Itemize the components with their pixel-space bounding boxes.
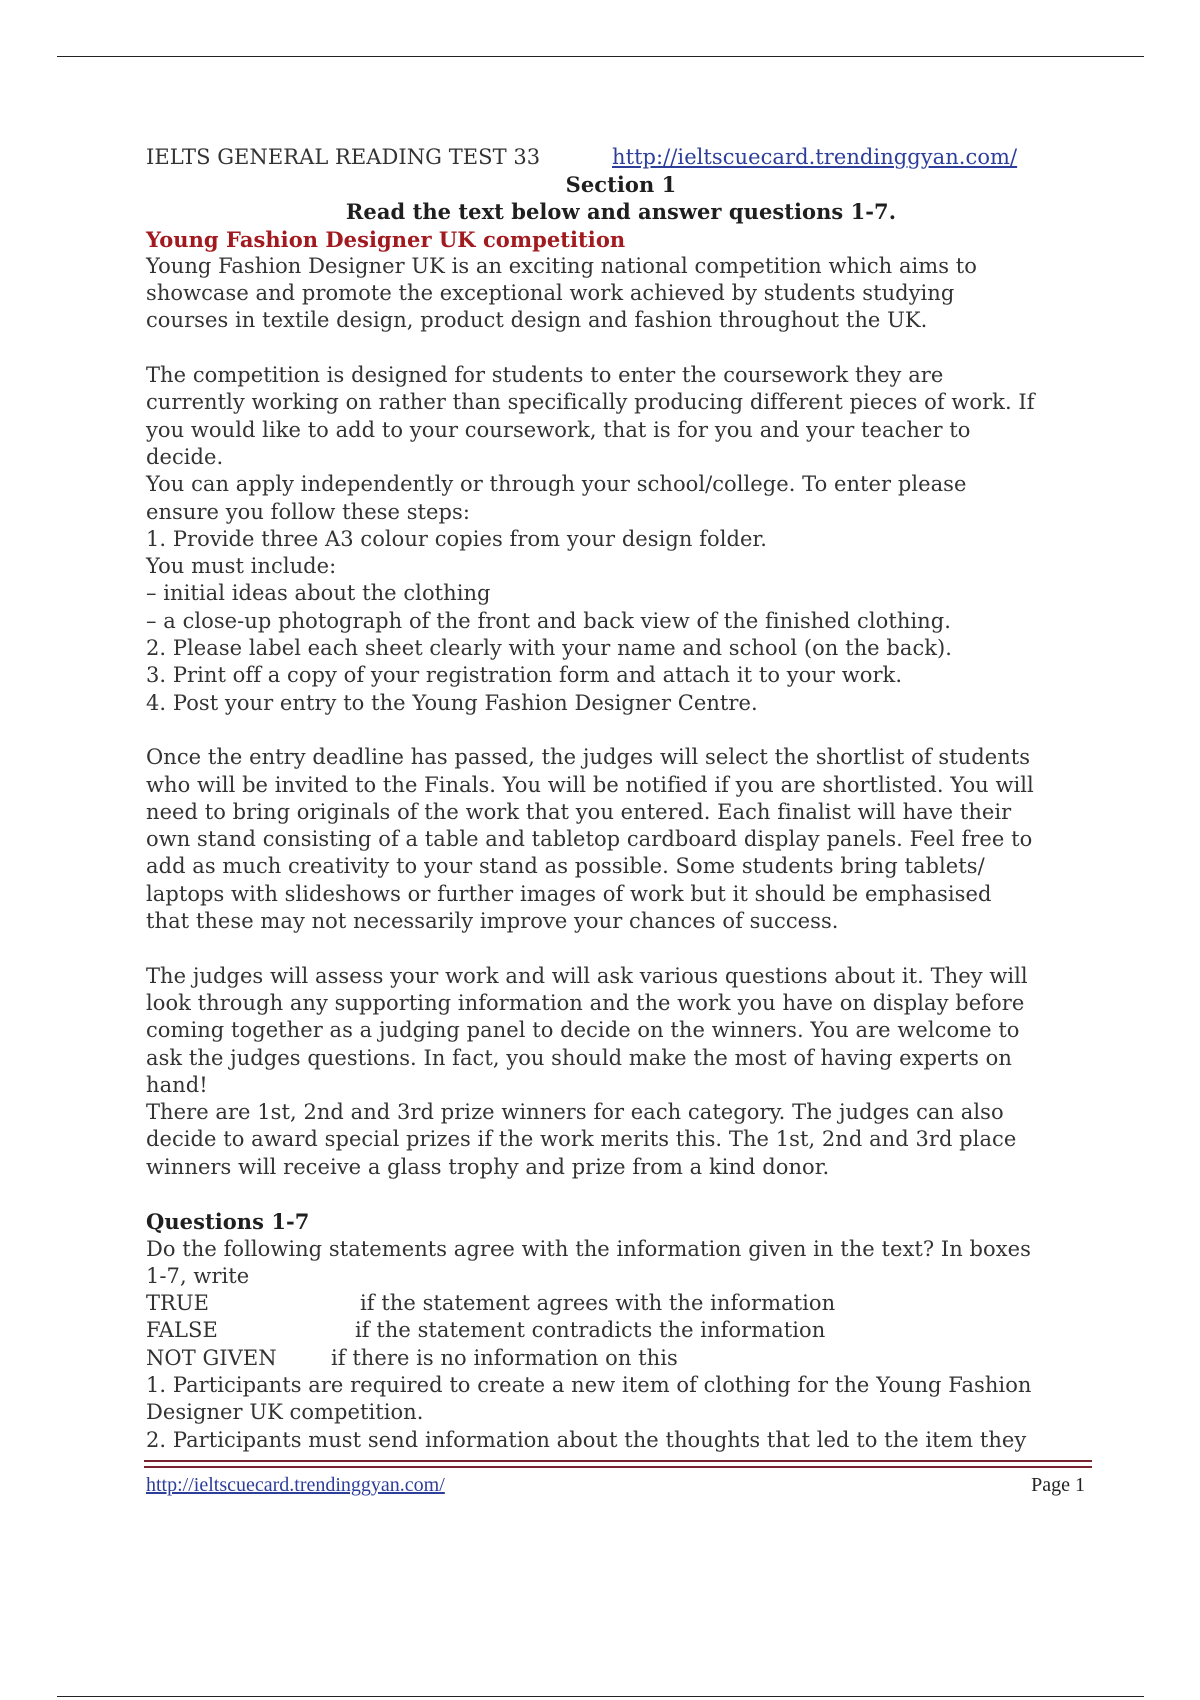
step-item: 2. Please label each sheet clearly with your name and school (on the back).: [146, 636, 952, 661]
paragraph-intro: [146, 253, 1096, 335]
question-item: 2. Participants must send information about the thoughts that led to the item they: [146, 1427, 1027, 1452]
answer-key-not-given: [146, 1345, 1096, 1372]
footer-double-rule: [144, 1460, 1092, 1468]
text-line: Young Fashion Designer UK is an exciting national competition which aims to: [146, 253, 977, 278]
questions-block: [146, 1208, 1096, 1454]
paragraph-finals: [146, 744, 1096, 935]
question-item: Designer UK competition.: [146, 1400, 424, 1425]
answer-key-meaning: if the statement agrees with the information: [360, 1291, 836, 1316]
text-line: ask the judges questions. In fact, you should make the most of having experts on: [146, 1045, 1012, 1070]
answer-key-true: [146, 1290, 1096, 1317]
section-heading: Section 1: [565, 172, 677, 197]
answer-key-meaning: if the statement contradicts the information: [355, 1318, 826, 1343]
text-line: who will be invited to the Finals. You will be notified if you are shortlisted. You will: [146, 772, 1034, 797]
text-line: need to bring originals of the work that you entered. Each finalist will have their: [146, 799, 1012, 824]
answer-key-label: NOT GIVEN: [146, 1345, 277, 1370]
answer-key-label: FALSE: [146, 1318, 218, 1343]
text-line: The competition is designed for students to enter the coursework they are: [146, 363, 944, 388]
step-item: 3. Print off a copy of your registration form and attach it to your work.: [146, 663, 903, 688]
document-header: [146, 144, 1096, 171]
text-line: You can apply independently or through your school/college. To enter please: [146, 472, 967, 497]
answer-key-label: TRUE: [146, 1291, 210, 1316]
text-line: add as much creativity to your stand as possible. Some students bring tablets/: [146, 854, 985, 879]
text-line: that these may not necessarily improve your chances of success.: [146, 909, 839, 934]
step-item: 4. Post your entry to the Young Fashion Designer Centre.: [146, 690, 758, 715]
text-line: showcase and promote the exceptional work achieved by students studying: [146, 281, 955, 306]
questions-heading: Questions 1-7: [146, 1209, 310, 1235]
footer-site-link[interactable]: http://ieltscuecard.trendinggyan.com/: [146, 1474, 445, 1496]
document-body: [146, 144, 1096, 1454]
questions-instruction: 1-7, write: [146, 1263, 250, 1288]
text-line: ensure you follow these steps:: [146, 499, 470, 524]
text-line: courses in textile design, product design and fashion throughout the UK.: [146, 308, 928, 333]
page-top-rule: [57, 56, 1144, 57]
text-line: look through any supporting information and the work you have on display before: [146, 990, 1025, 1015]
paragraph-entry-steps: [146, 362, 1096, 717]
answer-key-meaning: if there is no information on this: [331, 1345, 678, 1370]
question-item: 1. Participants are required to create a new item of clothing for the Young Fashion: [146, 1373, 1032, 1398]
text-line: you would like to add to your coursework, that is for you and your teacher to: [146, 417, 971, 442]
passage-title: Young Fashion Designer UK competition: [146, 226, 626, 252]
text-line: You must include:: [146, 554, 337, 579]
text-line: hand!: [146, 1072, 208, 1097]
paragraph-judging: [146, 963, 1096, 1181]
text-line: decide.: [146, 444, 224, 469]
page-number: Page 1: [1031, 1474, 1085, 1496]
text-line: coming together as a judging panel to decide on the winners. You are welcome to: [146, 1018, 1020, 1043]
text-line: There are 1st, 2nd and 3rd prize winners for each category. The judges can also: [146, 1100, 1004, 1125]
text-line: decide to award special prizes if the work merits this. The 1st, 2nd and 3rd place: [146, 1127, 1017, 1152]
step-item: 1. Provide three A3 colour copies from your design folder.: [146, 526, 767, 551]
reading-instruction: Read the text below and answer questions 1-7.: [345, 199, 897, 225]
page-bottom-rule: [57, 1696, 1144, 1697]
text-line: Once the entry deadline has passed, the judges will select the shortlist of students: [146, 745, 1031, 770]
answer-key-false: [146, 1317, 1096, 1344]
text-line: winners will receive a glass trophy and prize from a kind donor.: [146, 1154, 830, 1179]
bullet-item: – a close-up photograph of the front and back view of the finished clothing.: [146, 608, 951, 633]
questions-instruction: Do the following statements agree with the information given in the text? In boxes: [146, 1236, 1031, 1261]
text-line: The judges will assess your work and will ask various questions about it. They will: [146, 963, 1028, 988]
text-line: laptops with slideshows or further images of work but it should be emphasised: [146, 881, 992, 906]
text-line: currently working on rather than specifically producing different pieces of work. If: [146, 390, 1035, 415]
text-line: own stand consisting of a table and tabletop cardboard display panels. Feel free to: [146, 827, 1033, 852]
header-site-link[interactable]: http://ieltscuecard.trendinggyan.com/: [612, 145, 1018, 169]
bullet-item: – initial ideas about the clothing: [146, 581, 491, 606]
test-title: IELTS GENERAL READING TEST 33: [146, 145, 541, 169]
